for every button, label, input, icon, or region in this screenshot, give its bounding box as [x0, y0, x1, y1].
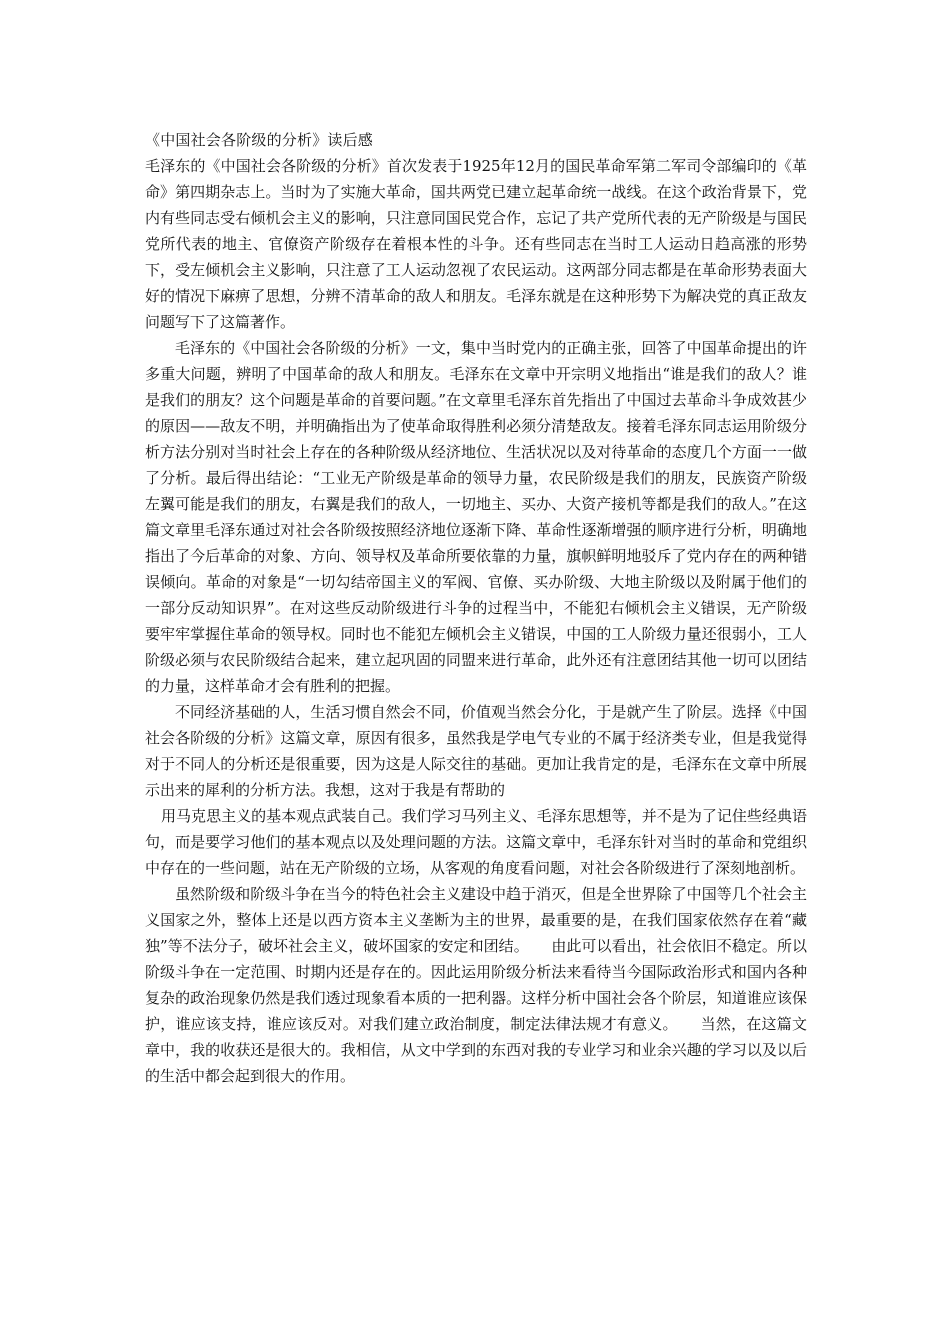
document-title: 《中国社会各阶级的分析》读后感	[145, 131, 374, 149]
document-body	[145, 127, 807, 1089]
paragraph-2: 毛泽东的《中国社会各阶级的分析》一文，集中当时党内的正确主张，回答了中国革命提出的许多重大问题，辨明了中国革命的敌人和朋友。毛泽东在文章中开宗明义地指出“谁是我们的敌人？谁是我们的朋友？这个问题是革命的首要问题。”在文章里毛泽东首先指出了中国过去革命斗争成效甚少的原因——敌友不明，并明确指出为了使革命取得胜利必须分清楚敌友。接着毛泽东同志运用阶级分析方法分别对当时社会上存在的各种阶级从经济地位、生活状况以及对待革命的态度几个方面一一做了分析。最后得出结论：“工业无产阶级是革命的领导力量，农民阶级是我们的朋友，民族资产阶级左翼可能是我们的朋友，右翼是我们的敌人，一切地主、买办、大资产接机等都是我们的敌人。”在这篇文章里毛泽东通过对社会各阶级按照经济地位逐渐下降、革命性逐渐增强的顺序进行分析，明确地指出了今后革命的对象、方向、领导权及革命所要依靠的力量，旗帜鲜明地驳斥了党内存在的两种错误倾向。革命的对象是“一切勾结帝国主义的军阀、官僚、买办阶级、大地主阶级以及附属于他们的一部分反动知识界”。在对这些反动阶级进行斗争的过程当中，不能犯右倾机会主义错误，无产阶级要牢牢掌握住革命的领导权。同时也不能犯左倾机会主义错误，中国的工人阶级力量还很弱小，工人阶级必须与农民阶级结合起来，建立起巩固的同盟来进行革命，此外还有注意团结其他一切可以团结的力量，这样革命才会有胜利的把握。	[145, 339, 807, 695]
paragraph-4: 用马克思主义的基本观点武装自己。我们学习马列主义、毛泽东思想等，并不是为了记住些经典语句，而是要学习他们的基本观点以及处理问题的方法。这篇文章中，毛泽东针对当时的革命和党组织中存在的一些问题，站在无产阶级的立场，从客观的角度看问题，对社会各阶级进行了深刻地剖析。	[145, 807, 807, 877]
paragraph-1: 毛泽东的《中国社会各阶级的分析》首次发表于1925年12月的国民革命军第二军司令部编印的《革命》第四期杂志上。当时为了实施大革命，国共两党已建立起革命统一战线。在这个政治背景下，党内有些同志受右倾机会主义的影响，只注意同国民党合作，忘记了共产党所代表的无产阶级是与国民党所代表的地主、官僚资产阶级存在着根本性的斗争。还有些同志在当时工人运动日趋高涨的形势下，受左倾机会主义影响，只注意了工人运动忽视了农民运动。这两部分同志都是在革命形势表面大好的情况下麻痹了思想，分辨不清革命的敌人和朋友。毛泽东就是在这种形势下为解决党的真正敌友问题写下了这篇著作。	[145, 157, 807, 331]
paragraph-5: 虽然阶级和阶级斗争在当今的特色社会主义建设中趋于消灭，但是全世界除了中国等几个社会主义国家之外，整体上还是以西方资本主义垄断为主的世界，最重要的是，在我们国家依然存在着“藏独”等不法分子，破坏社会主义，破坏国家的安定和团结。 由此可以看出，社会依旧不稳定。所以阶级斗争在一定范围、时期内还是存在的。因此运用阶级分析法来看待当今国际政治形式和国内各种复杂的政治现象仍然是我们透过现象看本质的一把利器。这样分析中国社会各个阶层，知道谁应该保护，谁应该支持，谁应该反对。对我们建立政治制度，制定法律法规才有意义。 当然，在这篇文章中，我的收获还是很大的。我相信，从文中学到的东西对我的专业学习和业余兴趣的学习以及以后的生活中都会起到很大的作用。	[145, 885, 807, 1085]
paragraph-3: 不同经济基础的人，生活习惯自然会不同，价值观当然会分化，于是就产生了阶层。选择《中国社会各阶级的分析》这篇文章，原因有很多，虽然我是学电气专业的不属于经济类专业，但是我觉得对于不同人的分析还是很重要，因为这是人际交往的基础。更加让我肯定的是，毛泽东在文章中所展示出来的犀利的分析方法。我想，这对于我是有帮助的	[145, 703, 807, 799]
